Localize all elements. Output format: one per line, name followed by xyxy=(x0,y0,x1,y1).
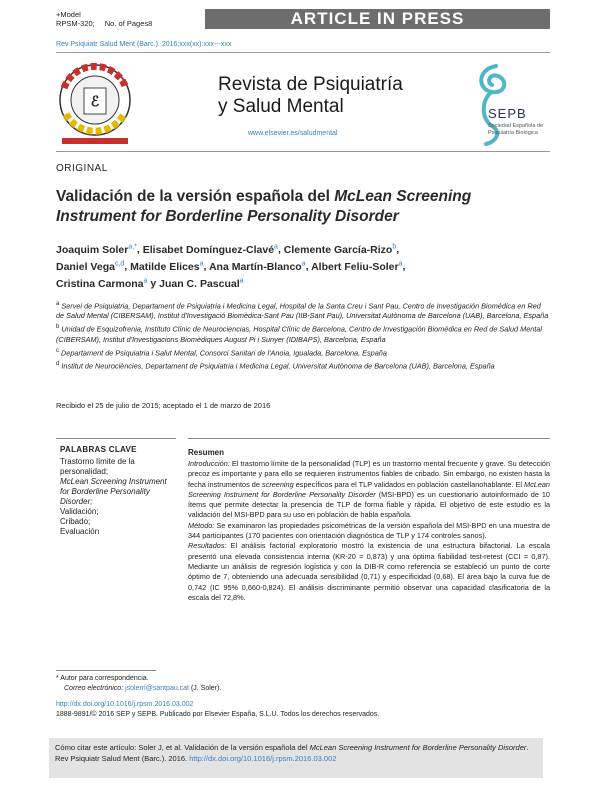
correspondence-email-link[interactable]: jsolerri@santpau.cat xyxy=(125,685,190,692)
author[interactable]: Clemente García-Rizo$^b$ xyxy=(283,243,397,256)
correspondence-note: * Autor para correspondencia. Correo electrónico: jsolerri@santpau.cat (J. Soler). xyxy=(56,675,222,692)
author[interactable]: Elisabet Domínguez-Clavé$^a$ xyxy=(142,243,278,256)
svg-text:ℰ: ℰ xyxy=(90,95,100,110)
author-list: Joaquim Soler$^{a,*}$, Elisabet Domínguez-Clavé$^a$, Clemente García-Rizo$^b$, Daniel Vega$^{c,d}$, Matilde Elices$^a$, Ana Martín-Blanco$^a$, Albert Feliu-Soler$^a$, Cristina Carmona$^a$ y Juan C. Pascual$^a$ xyxy=(56,243,406,290)
keyword: Validación; xyxy=(60,507,99,516)
model-label: +Model xyxy=(56,10,81,19)
article-title: Validación de la versión española del McLean Screening Instrument for Borderline Personality Disorder xyxy=(56,188,472,225)
page-count: No. of Pages8 xyxy=(104,19,153,28)
doi-link[interactable]: http://dx.doi.org/10.1016/j.rpsm.2016.03.002 xyxy=(56,701,194,708)
author[interactable]: Cristina Carmona$^a$ xyxy=(56,277,148,290)
affiliation: $^a$ Servei de Psiquiatria, Departament de Psiquiatria i Medicina Legal, Hospital de la Santa Creu i Sant Pau, Centro de Investigación Biomédica en Red de Salud Mental (CIBERSAM), Institut d'Investigació Biomèdica-Sant Pau (IIB-Sant Pau), Universitat Autònoma de Barcelona (UAB), Barcelona, España xyxy=(56,301,549,321)
keywords-title: PALABRAS CLAVE xyxy=(60,445,137,454)
abstract-title: Resumen xyxy=(188,448,225,457)
keyword: Cribado; xyxy=(60,517,91,526)
running-header xyxy=(56,10,162,28)
abstract-panel xyxy=(188,438,550,659)
keyword: McLean Screening Instrument for Borderline Personality Disorder; xyxy=(60,477,167,506)
affiliations xyxy=(56,299,550,373)
society-seal-logo xyxy=(56,58,134,150)
copyright-notice: 1888-9891/© 2016 SEP y SEPB. Publicado por Elsevier España, S.L.U. Todos los derechos reservados. xyxy=(56,711,380,718)
sepb-subtitle: Sociedad Española de Psiquiatría Biológica xyxy=(488,123,544,136)
sepb-label: SEPB xyxy=(488,106,527,121)
affiliation: $^b$ Unidad de Esquizofrenia, Instituto Clínic de Neurociencias, Hospital Clínic de Barcelona, Centro de Investigación Biomédica en Red de Salud Mental (CIBERSAM), Institut d'Investigacions Biomèdiques August Pi i Sunyer (IDIBAPS), Barcelona, España xyxy=(56,324,543,344)
received-dates: Recibido el 25 de julio de 2015; aceptado el 1 de marzo de 2016 xyxy=(56,401,271,410)
divider xyxy=(56,151,550,152)
article-in-press-banner: ARTICLE IN PRESS xyxy=(205,9,550,29)
keyword: Evaluación xyxy=(60,527,100,536)
abstract-results: Resultados: El análisis factorial exploratorio mostró la existencia de una estructura bifactorial. La escala presentó una elevada consistencia interna (KR-20 = 0,873) y una óptima fiabilidad test-retest (CCI = 0,87). Mediante un análisis de regresión logística y con la DIB-R como referencia se estableció un punto de corte óptimo de 7, obteniendo una adecuada sensibilidad (0,71) y especificidad (0,68). El área bajo la curva fue de 0,742 (IC 95% 0,660-0,824). El análisis discriminante permitió observar una capacidad clasificatoria de la escala del 72,8%. xyxy=(188,541,550,602)
author[interactable]: Joaquim Soler$^{a,*}$ xyxy=(56,243,137,256)
abstract-body xyxy=(188,459,550,603)
footnote-divider xyxy=(56,670,156,671)
affiliation: $^d$ Institut de Neurociències, Departament de Psiquiatria i Medicina Legal, Universitat Autònoma de Barcelona (UAB), Barcelona, España xyxy=(56,361,495,371)
affiliation: $^c$ Departament de Psiquiatria i Salut Mental, Consorci Sanitari de l'Anoia, Igualada, Barcelona, España xyxy=(56,347,387,358)
abstract-method: Método: Se examinaron las propiedades psicométricas de la versión española del MSI-BPD en una muestra de 344 participantes (170 pacientes con orientación diagnóstica de TLP y 174 controles sanos). xyxy=(188,520,550,541)
article-type: ORIGINAL xyxy=(56,163,108,174)
divider xyxy=(56,52,550,53)
author[interactable]: Daniel Vega$^{c,d}$ xyxy=(56,260,125,273)
journal-reference-link[interactable]: Rev Psiquiatr Salud Ment (Barc.). 2016;xxx(xx):xxx---xxx xyxy=(56,41,232,48)
article-code: RPSM-320; xyxy=(56,19,95,28)
author[interactable]: Ana Martín-Blanco$^a$ xyxy=(208,260,306,273)
citation-box: Cómo citar este artículo: Soler J, et al. Validación de la versión española del McLean Screening Instrument for Borderline Personality Disorder. Rev Psiquiatr Salud Ment (Barc.). 2016. http://dx.doi.org/10.1016/j.rpsm.2016.03.002 xyxy=(49,738,543,778)
author[interactable]: Juan C. Pascual$^a$ xyxy=(159,277,244,290)
sepb-logo xyxy=(466,58,550,152)
citation-doi-link[interactable]: http://dx.doi.org/10.1016/j.rpsm.2016.03.002 xyxy=(189,754,337,763)
keywords-panel xyxy=(56,438,176,659)
journal-url-link[interactable]: www.elsevier.es/saludmental xyxy=(248,130,338,137)
journal-title: Revista de Psiquiatría y Salud Mental xyxy=(218,74,403,117)
author[interactable]: Albert Feliu-Soler$^a$ xyxy=(311,260,403,273)
abstract-introduction: Introducción: El trastorno límite de la personalidad (TLP) es un trastorno mental frecuente y grave. Su detección precoz es importante y para ello se requieren instrumentos fiables de cribado. Sin embargo, no existen hasta la fecha instrumentos de screening específicos para el TLP validados en población castellanohablante. El McLean Screening Instrument for Borderline Personality Disorder (MSI-BPD) es un cuestionario autoinformado de 10 ítems que permite detectar la presencia de TLP de forma fiable y rápida. El objetivo de este estudio es la validación del MSI-BPD para su uso en población de habla española. xyxy=(188,459,550,520)
author[interactable]: Matilde Elices$^a$ xyxy=(130,260,204,273)
keyword: Trastorno límite de la personalidad; xyxy=(60,457,135,476)
